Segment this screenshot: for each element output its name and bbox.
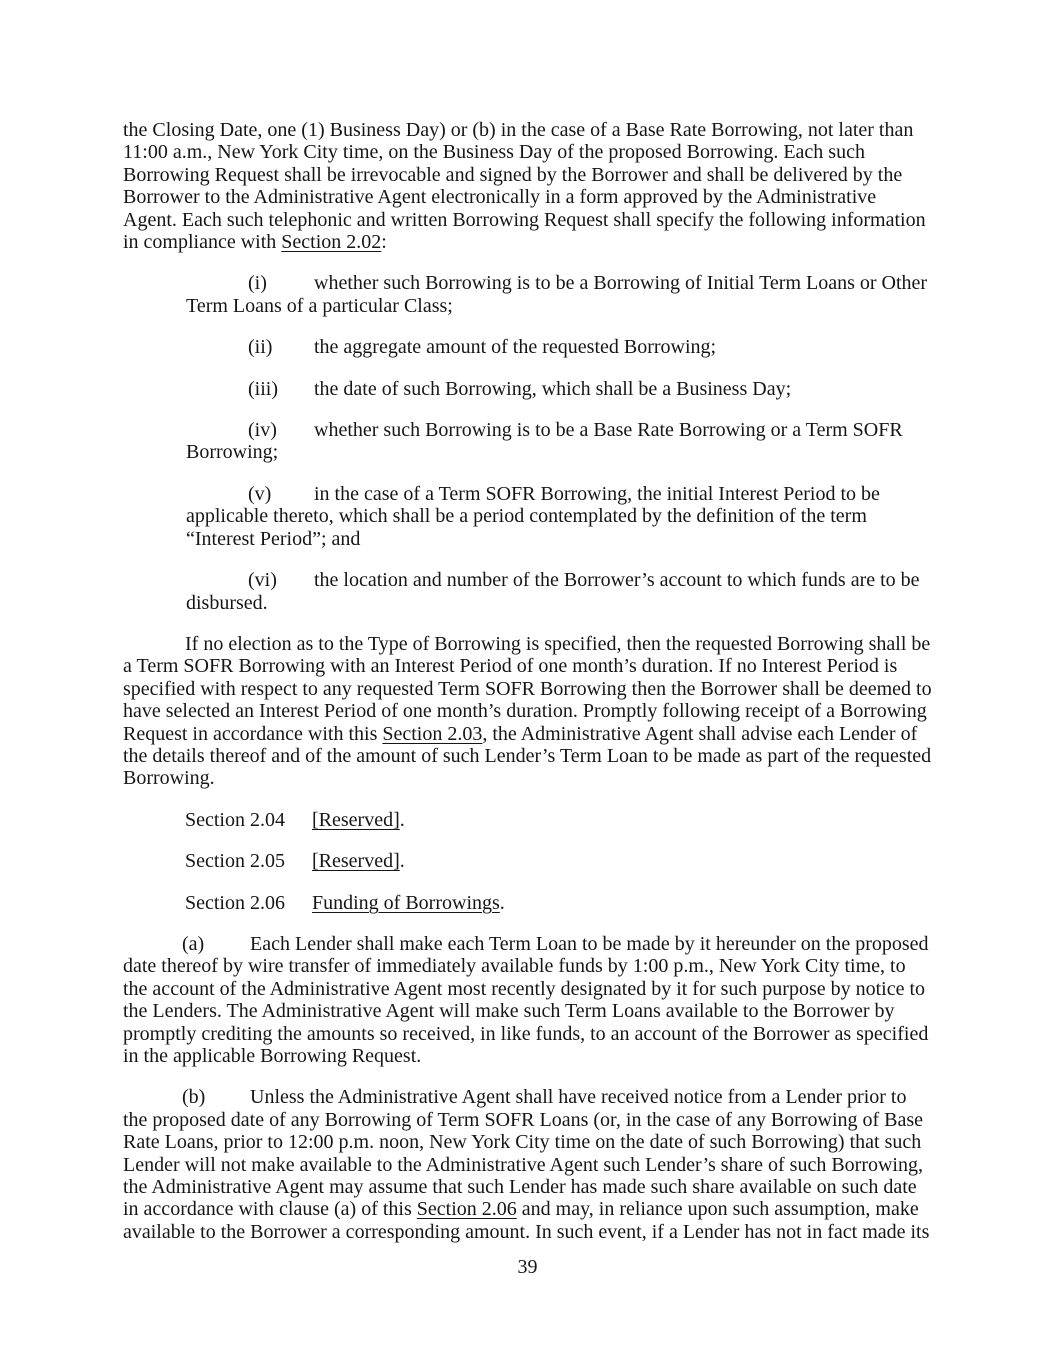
section-2-06-reference: Section 2.06 — [416, 1198, 517, 1221]
section-2-02-reference: Section 2.02 — [281, 231, 382, 254]
section-title: [Reserved] — [312, 808, 400, 831]
list-item-v — [123, 483, 933, 550]
list-item-text: whether such Borrowing is to be a Base Rate Borrowing or a Term SOFR Borrowing; — [186, 419, 903, 464]
continuation-paragraph — [123, 119, 933, 253]
list-item-marker: (iv) — [248, 419, 277, 442]
clause-b-paragraph — [123, 1086, 933, 1243]
paragraph-text: If no election as to the Type of Borrowing is specified, then the requested Borrowing shall be a Term SOFR Borrowing with an Interest Period of one month’s duration. If no Interest Period is specified with respect to any requested Term SOFR Borrowing then the Borrower shall be deemed to have selected an Interest Period of one month’s duration. Promptly following receipt of a Borrowing Request in accordance with this — [123, 632, 932, 745]
list-item-iii — [123, 378, 933, 400]
list-item-marker: (ii) — [248, 336, 273, 359]
list-item-i — [123, 272, 933, 317]
page-number: 39 — [517, 1256, 538, 1278]
list-item-marker: (vi) — [248, 569, 277, 592]
section-2-06-heading — [123, 892, 933, 914]
list-item-vi — [123, 569, 933, 614]
paragraph-text: the Closing Date, one (1) Business Day) or (b) in the case of a Base Rate Borrowing, not later than 11:00 a.m., New York City time, on the Business Day of the proposed Borrowing. Each such Borrowing Request shall be irrevocable and signed by the Borrower and shall be delivered by the Borrower to the Administrative Agent electronically in a form approved by the Administrative Agent. Each such telephonic and written Borrowing Request shall specify the following information in compliance with — [123, 119, 926, 254]
list-item-text: the date of such Borrowing, which shall be a Business Day; — [314, 377, 792, 400]
document-body — [123, 119, 933, 1262]
list-item-marker: (iii) — [248, 377, 278, 400]
paragraph-text: Unless the Administrative Agent shall have received notice from a Lender prior to the proposed date of any Borrowing of Term SOFR Loans (or, in the case of any Borrowing of Base Rate Loans, prior to 12:00 p.m. noon, New York City time on the date of such Borrowing) that such Lender will not make available to the Administrative Agent such Lender’s share of such Borrowing, the Administrative Agent may assume that such Lender has made such share available on such date in accordance with clause (a) of this — [123, 1086, 924, 1221]
list-item-marker: (v) — [248, 482, 272, 505]
list-item-text: the aggregate amount of the requested Borrowing; — [314, 336, 717, 359]
no-election-paragraph — [123, 633, 933, 790]
section-2-03-reference: Section 2.03 — [382, 722, 483, 745]
list-item-marker: (i) — [248, 272, 267, 295]
section-title-suffix: . — [499, 891, 505, 914]
list-item-text: whether such Borrowing is to be a Borrowing of Initial Term Loans or Other Term Loans of a particular Class; — [186, 272, 928, 317]
paragraph-text: , the Administrative Agent shall advise each Lender of the details thereof and of the amount of such Lender’s Term Loan to be made as part of the requested Borrowing. — [123, 722, 932, 790]
list-item-text: in the case of a Term SOFR Borrowing, the initial Interest Period to be applicable thereto, which shall be a period contemplated by the definition of the term “Interest Period”; and — [186, 482, 880, 550]
section-title-suffix: . — [399, 850, 405, 873]
list-item-iv — [123, 419, 933, 464]
section-2-05-heading — [123, 850, 933, 872]
paragraph-text: : — [381, 231, 387, 254]
section-number: Section 2.05 — [185, 850, 285, 873]
section-number: Section 2.04 — [185, 808, 285, 831]
clause-marker: (a) — [182, 932, 205, 955]
paragraph-text: Each Lender shall make each Term Loan to be made by it hereunder on the proposed date thereof by wire transfer of immediately available funds by 1:00 p.m., New York City time, to the account of the Administrative Agent most recently designated by it for such purpose by notice to the Lenders. The Administrative Agent will make such Term Loans available to the Borrower by promptly crediting the amounts so received, in like funds, to an account of the Borrower as specified in the applicable Borrowing Request. — [123, 932, 929, 1067]
section-number: Section 2.06 — [185, 891, 285, 914]
list-item-ii — [123, 336, 933, 358]
clause-marker: (b) — [182, 1086, 206, 1109]
clause-a-paragraph — [123, 933, 933, 1067]
list-item-text: the location and number of the Borrower’s account to which funds are to be disbursed. — [186, 569, 920, 614]
section-2-04-heading — [123, 809, 933, 831]
section-title: [Reserved] — [312, 850, 400, 873]
paragraph-text: and may, in reliance upon such assumption, make available to the Borrower a corresponding amount. In such event, if a Lender has not in fact made its — [123, 1198, 930, 1243]
section-title: Funding of Borrowings — [312, 891, 500, 914]
section-title-suffix: . — [399, 808, 405, 831]
